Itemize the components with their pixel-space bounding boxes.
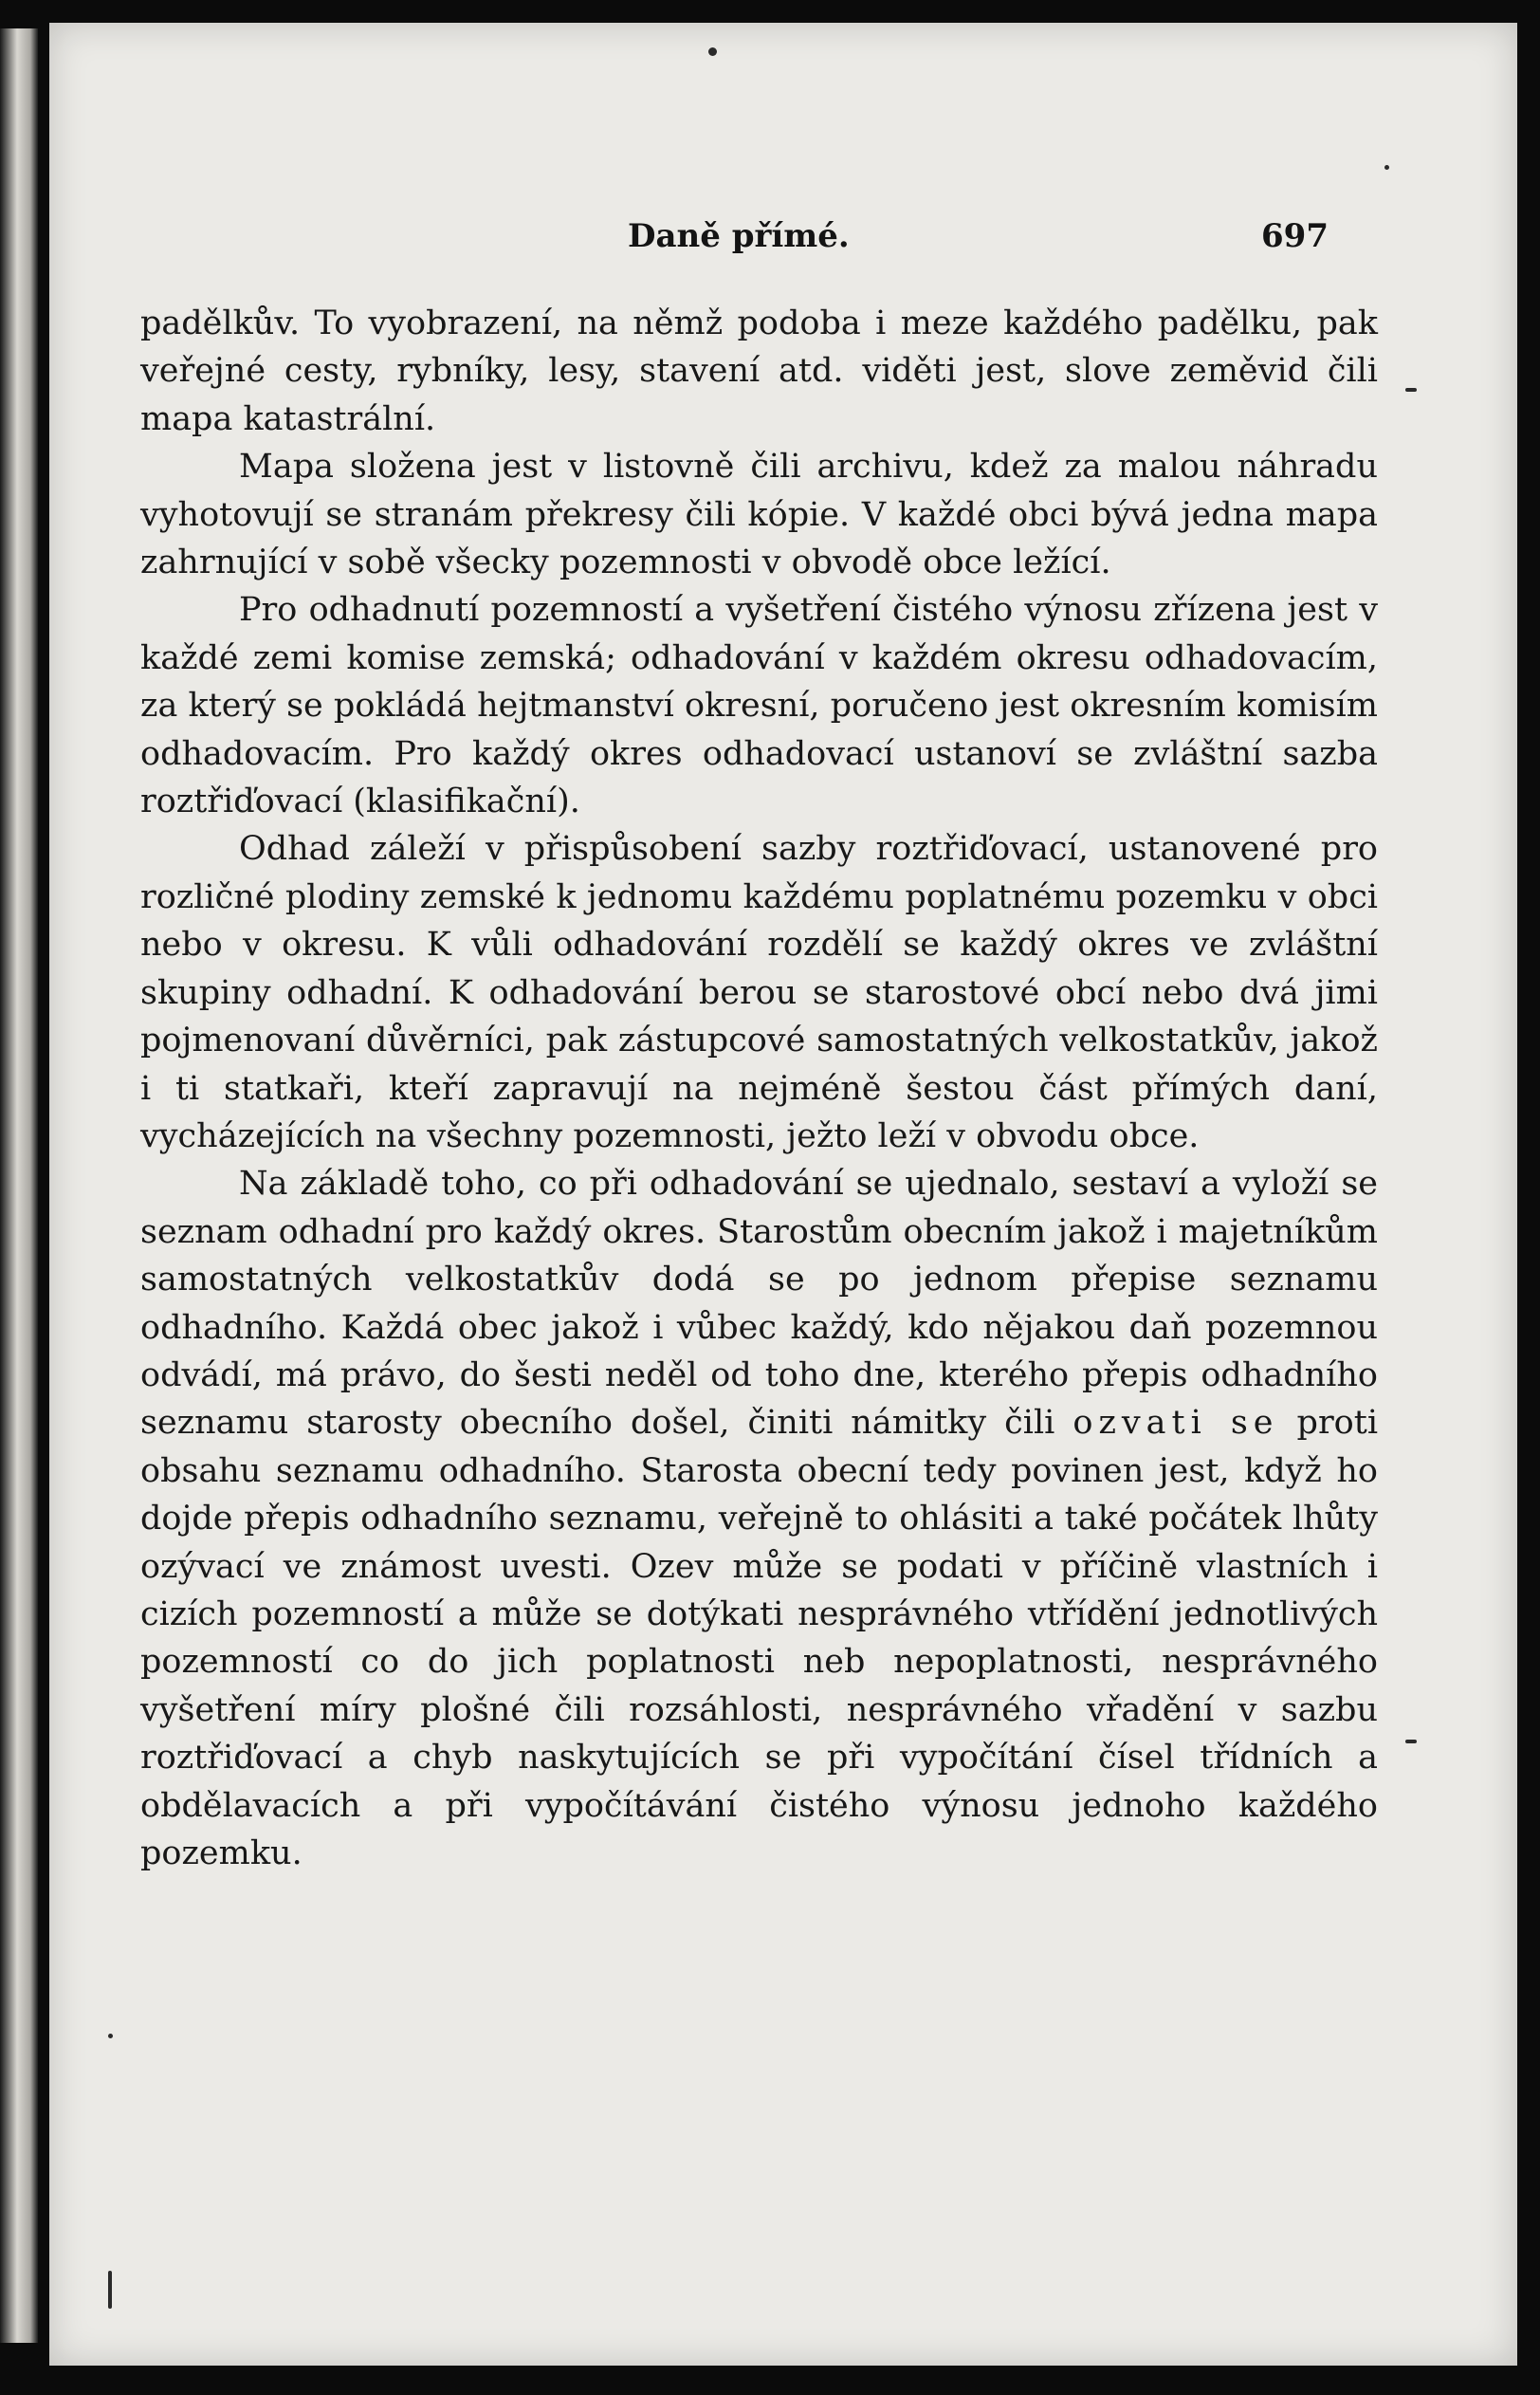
previous-page-edge	[0, 28, 38, 2343]
paragraph-5-before: Na základě toho, co při odhadování se ujednalo, sestaví a vyloží se seznam odhadní pro každý okres. Starostům obecním jakož i majetníkům samostatných velkostatkův dodá se po jednom přepise seznamu odhadního. Každá obec jakož i vůbec každý, kdo nějakou daň pozemnou odvádí, má právo, do šesti neděl od toho dne, kterého přepis odhadního seznamu starosty obecního došel, činiti námitky čili	[140, 1165, 1378, 1443]
paragraph-5-after: proti obsahu seznamu odhadního. Starosta obecní tedy povinen jest, když ho dojde přepis odhadního seznamu, veřejně to ohlásiti a také počátek lhůty ozývací ve známost uvesti. Ozev může se podati v příčině vlastních i cizích pozemností a může se dotýkati nesprávného vtřídění jednotlivých pozemností co do jich poplatnosti neb nepoplatnosti, nesprávného vyšetření míry plošné čili rozsáhlosti, nesprávného vřadění v sazbu roztřiďovací a chyb naskytujících se při vypočítání čísel třídních a obdělavacích a při vypočítávání čistého výnosu jednoho každého pozemku.	[140, 1404, 1379, 1872]
body-text	[140, 300, 1378, 1877]
page-header	[49, 217, 1517, 265]
paragraph-1: padělkův. To vyobrazení, na němž podoba i meze každého padělku, pak veřejné cesty, rybníky, lesy, stavení atd. viděti jest, slove zeměvid čili mapa katastrální.	[140, 304, 1378, 438]
paragraph-5	[140, 1160, 1378, 1877]
ink-speck	[1405, 1740, 1417, 1743]
paragraph-3: Pro odhadnutí pozemností a vyšetření čistého výnosu zřízena jest v každé zemi komise zemská; odhadování v každém okresu odhadovacím, za který se pokládá hejtmanství okresní, poručeno jest okresním komisím odhadovacím. Pro každý okres odhadovací ustanoví se zvláštní sazba roztřiďovací (klasifikační).	[140, 591, 1378, 821]
paragraph-4: Odhad záleží v přispůsobení sazby roztřiďovací, ustanovené pro rozličné plodiny zemské k jednomu každému poplatnému pozemku v obci nebo v okresu. K vůli odhadování rozdělí se každý okres ve zvláštní skupiny odhadní. K odhadování berou se starostové obcí nebo dvá jimi pojmenovaní důvěrníci, pak zástupcové samostatných velkostatkův, jakož i ti statkaři, kteří zapravují na nejméně šestou část přímých daní, vycházejících na všechny pozemnosti, ježto leží v obvodu obce.	[140, 830, 1378, 1155]
page-number: 697	[1261, 217, 1329, 255]
book-page	[49, 23, 1517, 2366]
ink-speck	[108, 2271, 112, 2309]
running-title: Daně přímé.	[628, 217, 850, 255]
paragraph-5-spaced-term: ozvati se	[1072, 1404, 1279, 1443]
ink-speck	[1384, 165, 1389, 170]
paragraph-2: Mapa složena jest v listovně čili archivu, kdež za malou náhradu vyhotovují se stranám překresy čili kópie. V každé obci bývá jedna mapa zahrnující v sobě všecky pozemnosti v obvodě obce ležící.	[140, 448, 1378, 582]
ink-speck	[708, 47, 717, 56]
ink-speck	[108, 2034, 113, 2038]
ink-speck	[1405, 388, 1417, 392]
